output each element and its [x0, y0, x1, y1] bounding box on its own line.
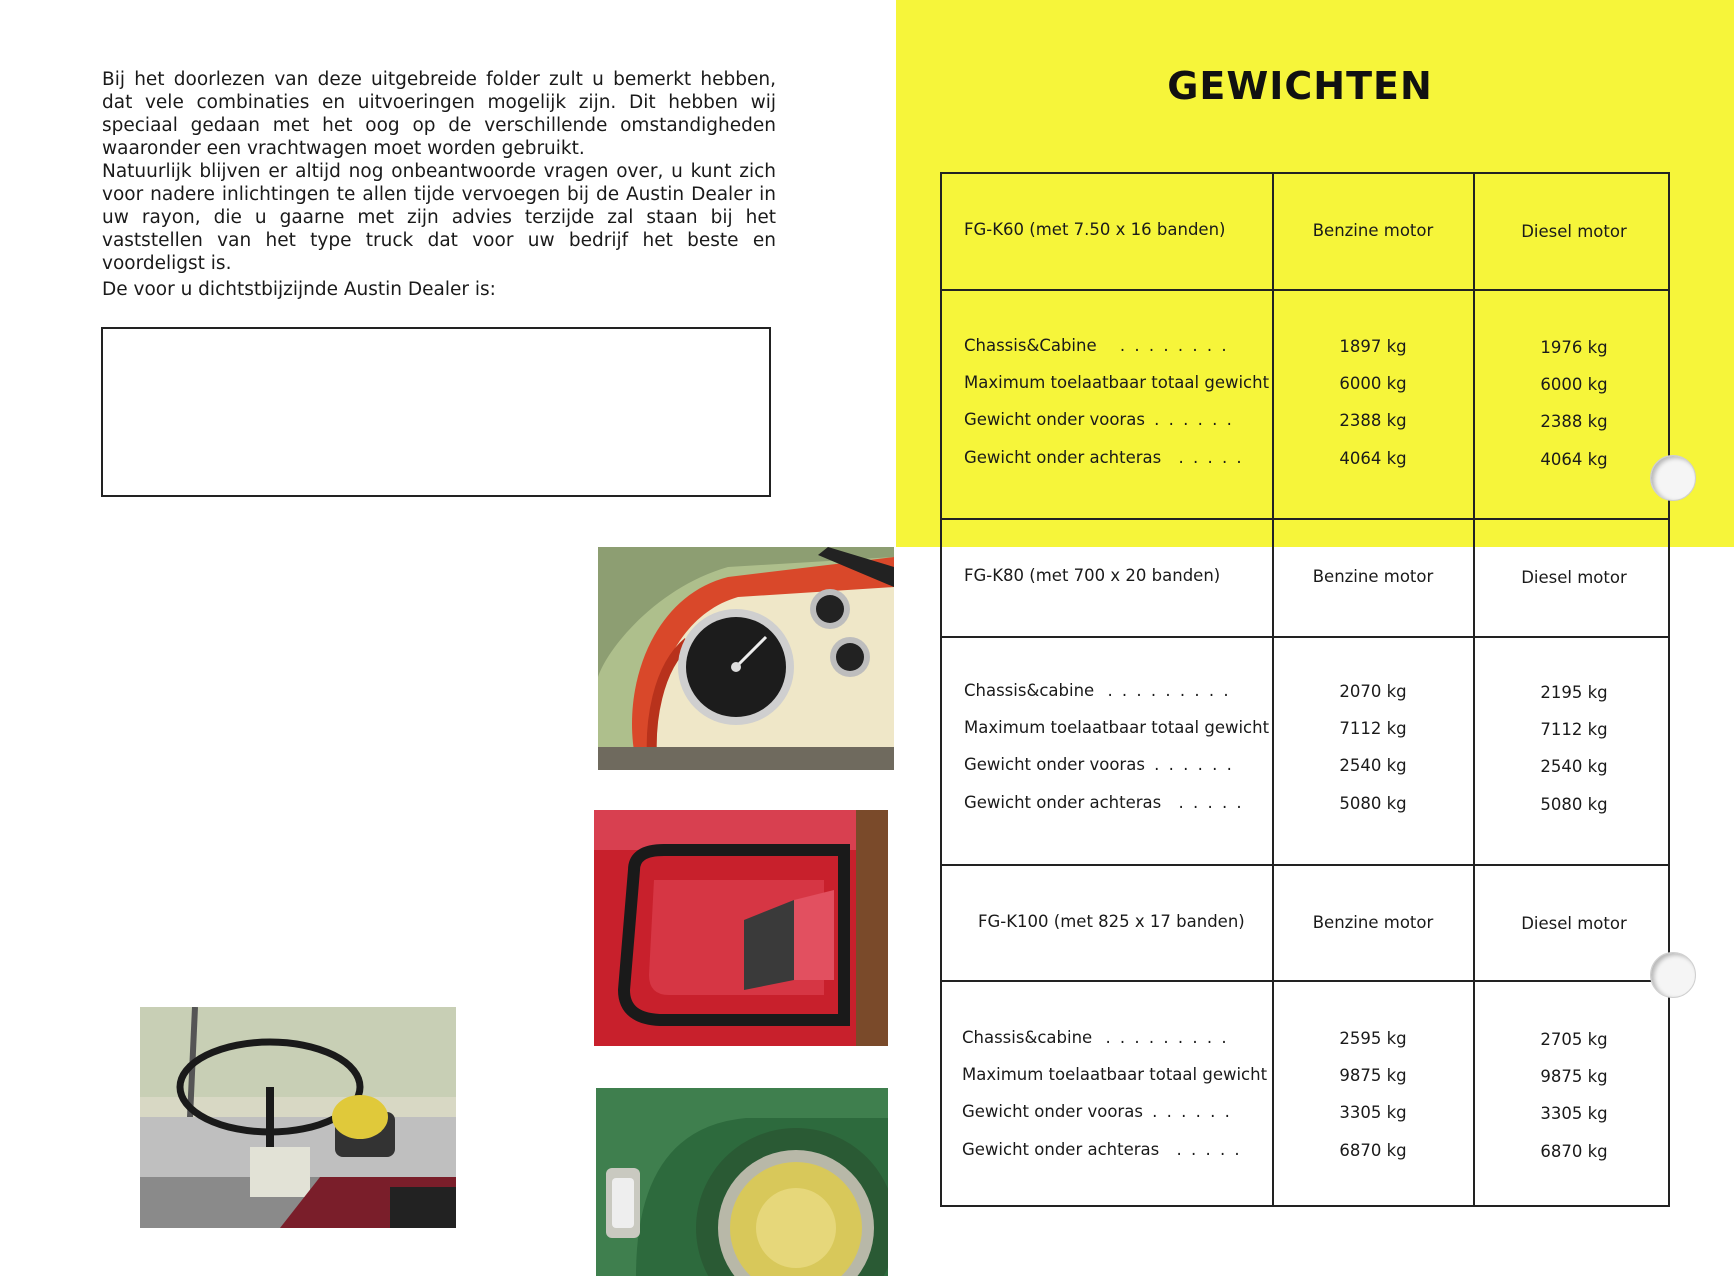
section-1-benzine-header: Benzine motor	[1312, 221, 1434, 240]
column-divider	[1473, 174, 1475, 1205]
section-3-row-3-benzine: 3305 kg	[1339, 1103, 1407, 1122]
section-1-row-4-diesel: 4064 kg	[1540, 450, 1608, 469]
cab-interior-photo	[140, 1007, 456, 1228]
section-3-row-4-benzine: 6870 kg	[1339, 1141, 1407, 1160]
punch-hole	[1650, 455, 1696, 501]
section-1-row-4-label	[964, 448, 1244, 467]
section-3-row-2-label	[962, 1065, 1267, 1084]
section-3-row-3-diesel: 3305 kg	[1540, 1104, 1608, 1123]
section-2-row-4-diesel: 5080 kg	[1540, 795, 1608, 814]
row-dots: . . . . . . . . .	[1107, 681, 1231, 700]
row-dots: . . . . . .	[1152, 1102, 1232, 1121]
section-3-row-1-benzine: 2595 kg	[1339, 1029, 1407, 1048]
section-1-row-1-diesel: 1976 kg	[1540, 338, 1608, 357]
row-label: Maximum toelaatbaar totaal gewicht	[962, 1065, 1268, 1084]
section-divider	[942, 864, 1668, 866]
row-dots: . . . . . .	[1154, 755, 1234, 774]
section-2-row-1-benzine: 2070 kg	[1339, 682, 1407, 701]
section-1-row-1-benzine: 1897 kg	[1339, 337, 1407, 356]
section-3-diesel-header: Diesel motor	[1521, 914, 1627, 933]
section-2-row-2-benzine: 7112 kg	[1339, 719, 1407, 738]
row-dots: . . . . .	[1176, 1140, 1242, 1159]
row-label: Maximum toelaatbaar totaal gewicht	[964, 718, 1270, 737]
row-label: Gewicht onder vooras	[964, 755, 1145, 774]
punch-hole	[1650, 952, 1696, 998]
intro-paragraph-2: Natuurlijk blijven er altijd nog onbeantwoorde vragen over, u kunt zich voor nadere inlichtingen te allen tijde vervoegen bij de Austin Dealer in uw rayon, die u gaarne met zijn advies terzijde zal staan bij het vaststellen van het type truck dat voor uw bedrijf het beste en voordeligst is.	[102, 161, 776, 274]
section-2-row-1-label	[964, 681, 1231, 700]
section-2-row-3-label	[964, 755, 1234, 774]
section-3-row-2-benzine: 9875 kg	[1339, 1066, 1407, 1085]
headlight-photo	[596, 1088, 888, 1276]
speedometer-photo	[598, 547, 894, 770]
section-1-row-2-benzine: 6000 kg	[1339, 374, 1407, 393]
section-3-model: FG-K100 (met 825 x 17 banden)	[978, 912, 1245, 931]
section-3-row-4-diesel: 6870 kg	[1540, 1142, 1608, 1161]
row-divider	[942, 980, 1668, 982]
weights-table	[940, 172, 1670, 1207]
column-divider	[1272, 174, 1274, 1205]
section-divider	[942, 518, 1668, 520]
row-label: Gewicht onder vooras	[962, 1102, 1143, 1121]
section-2-benzine-header: Benzine motor	[1312, 567, 1434, 586]
section-1-row-1-label	[964, 336, 1229, 355]
dealer-address-box	[101, 327, 771, 497]
page-title: GEWICHTEN	[1167, 64, 1433, 108]
intro-text	[102, 68, 776, 275]
row-label: Gewicht onder achteras	[964, 793, 1162, 812]
section-2-row-4-benzine: 5080 kg	[1339, 794, 1407, 813]
row-label: Gewicht onder achteras	[964, 448, 1162, 467]
section-1-diesel-header: Diesel motor	[1521, 222, 1627, 241]
section-3-row-4-label	[962, 1140, 1242, 1159]
row-label: Chassis&Cabine	[964, 336, 1097, 355]
section-2-row-2-label	[964, 718, 1269, 737]
row-label: Chassis&cabine	[964, 681, 1095, 700]
row-label: Gewicht onder achteras	[962, 1140, 1160, 1159]
row-label: Gewicht onder vooras	[964, 410, 1145, 429]
section-2-row-4-label	[964, 793, 1244, 812]
section-1-row-2-diesel: 6000 kg	[1540, 375, 1608, 394]
section-3-row-3-label	[962, 1102, 1232, 1121]
section-1-row-4-benzine: 4064 kg	[1339, 449, 1407, 468]
row-dots: . . . . .	[1178, 793, 1244, 812]
row-dots: . . . . . . . .	[1119, 336, 1229, 355]
section-3-row-1-diesel: 2705 kg	[1540, 1030, 1608, 1049]
section-1-row-3-label	[964, 410, 1234, 429]
intro-paragraph-1: Bij het doorlezen van deze uitgebreide folder zult u bemerkt hebben, dat vele combinaties en uitvoeringen mogelijk zijn. Dit hebben wij speciaal gedaan met het oog op de verschillende omstandigheden waaronder een vrachtwagen moet worden gebruikt.	[102, 69, 776, 159]
section-2-row-2-diesel: 7112 kg	[1540, 720, 1608, 739]
row-label: Maximum toelaatbaar totaal gewicht	[964, 373, 1270, 392]
section-1-row-3-benzine: 2388 kg	[1339, 411, 1407, 430]
row-divider	[942, 636, 1668, 638]
section-2-model: FG-K80 (met 700 x 20 banden)	[964, 566, 1221, 585]
row-dots: . . . . . . . . .	[1105, 1028, 1229, 1047]
section-3-benzine-header: Benzine motor	[1312, 913, 1434, 932]
row-label: Chassis&cabine	[962, 1028, 1093, 1047]
section-2-row-3-diesel: 2540 kg	[1540, 757, 1608, 776]
section-3-row-2-diesel: 9875 kg	[1540, 1067, 1608, 1086]
section-1-model: FG-K60 (met 7.50 x 16 banden)	[964, 220, 1226, 239]
section-1-row-3-diesel: 2388 kg	[1540, 412, 1608, 431]
section-2-row-3-benzine: 2540 kg	[1339, 756, 1407, 775]
row-dots: . . . . .	[1178, 448, 1244, 467]
section-2-diesel-header: Diesel motor	[1521, 568, 1627, 587]
door-handle-photo	[594, 810, 888, 1046]
row-divider	[942, 289, 1668, 291]
section-3-row-1-label	[962, 1028, 1229, 1047]
section-2-row-1-diesel: 2195 kg	[1540, 683, 1608, 702]
section-1-row-2-label	[964, 373, 1269, 392]
row-dots: . . . . . .	[1154, 410, 1234, 429]
dealer-label: De voor u dichtstbijzijnde Austin Dealer is:	[102, 279, 496, 300]
